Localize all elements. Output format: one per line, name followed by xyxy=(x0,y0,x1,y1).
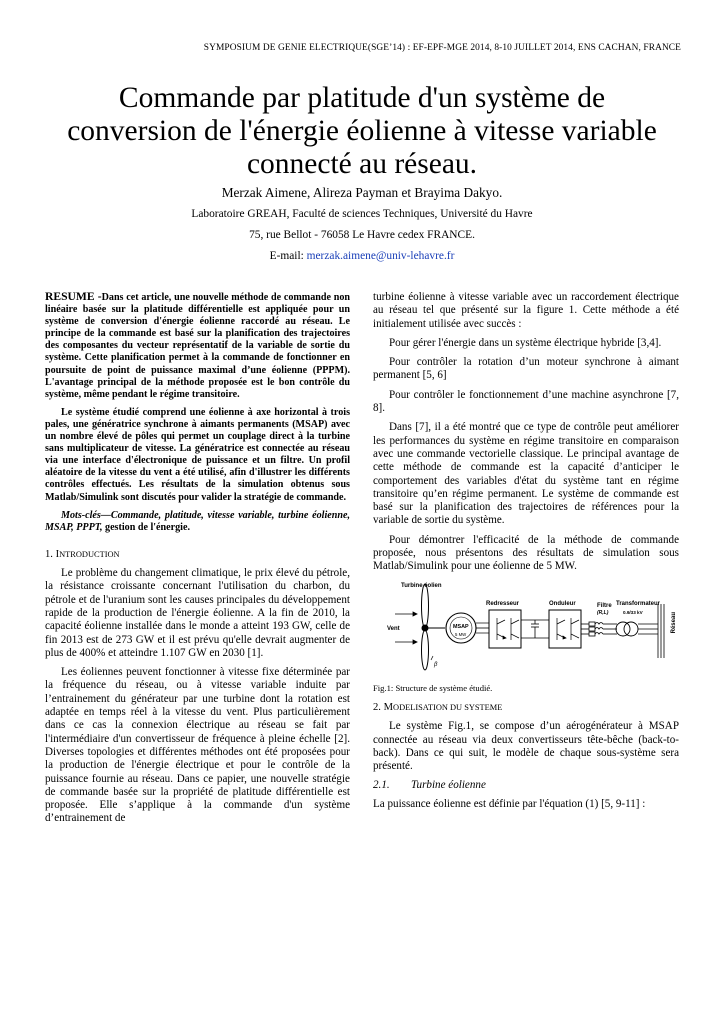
label-wind: Vent xyxy=(387,625,400,632)
label-rectifier: Redresseur xyxy=(486,600,520,607)
email-label: E-mail: xyxy=(269,250,304,262)
intro-paragraph-8: Pour démontrer l'efficacité de la méthode de commande proposée, nous présentons des résultats de simulation sous Matlab/Simulink pour une éolienne de 5 MW. xyxy=(373,533,679,573)
filter-icon xyxy=(581,622,617,636)
paper-title xyxy=(40,82,684,181)
title-line-1: Commande par platitude d'un système de xyxy=(118,82,606,114)
left-column xyxy=(45,291,350,832)
label-beta: β xyxy=(434,661,438,668)
inverter-block-icon xyxy=(549,610,581,648)
intro-paragraph-6: Pour contrôler le fonctionnement d’une machine asynchrone [7, 8]. xyxy=(373,388,679,415)
figure-1-diagram xyxy=(373,580,679,672)
label-rl: (R,L) xyxy=(597,609,609,616)
label-msap-power: 5 MW xyxy=(455,631,467,637)
label-transformer: Transformateur xyxy=(616,600,661,607)
figure-1-caption: Fig.1: Structure de système étudié. xyxy=(373,682,493,693)
section-1-title: NTRODUCTION xyxy=(59,549,120,559)
abstract-paragraph-2: Le système étudié comprend une éolienne à axe horizontal à trois pales, une génératrice synchrone à aimants permanents (MSAP) avec un nombre élevé de pôles qui permet un couplage direct à la turbine sans multiplicateur de vitesse. La génératrice est connectée au réseau via une interface d'électronique de puissance et un filtre. Un profil aléatoire de la vitesse du vent a été utilisé, afin d'illustrer les différents contrôles effectués. Les résultats de la simulation obtenus sous Matlab/Simulink sont discutés pour valider la stratégie de commande. xyxy=(45,406,350,503)
title-line-3: connecté au réseau. xyxy=(246,148,478,180)
system-structure-svg xyxy=(373,580,679,672)
abstract-paragraph-1 xyxy=(45,291,350,401)
keywords-list: Commande, platitude, vitesse variable, turbine éolienne, MSAP, PPPT, xyxy=(45,509,350,533)
section-1-number: 1. I xyxy=(45,548,60,560)
keywords xyxy=(45,510,350,534)
email-link[interactable]: merzak.aimene@univ-lehavre.fr xyxy=(306,250,455,262)
modelisation-paragraph-1: Le système Fig.1, se compose d’un aérogénérateur à MSAP connectée au réseau via deux convertisseurs tête-bêche (back-to-back). Dans ce qui suit, le modèle de chaque sous-système sera présenté. xyxy=(373,720,679,773)
intro-paragraph-1: Le problème du changement climatique, le prix élevé du pétrole, la résistance croissante concernant l'utilisation du charbon, du pétrole et de l'uranium sont les causes principales du développement rapide de la production de l'énergie éolienne. A la fin de 2010, la capacité éolienne installée dans le monde a atteint 193 GW, celle de fin 2013 est de 273 GW et il est prévu qu'elle devrait augmenter de plus de 400% et atteindre 1.107 GW en 2030 [1]. xyxy=(45,567,350,659)
intro-paragraph-3: turbine éolienne à vitesse variable avec un raccordement électrique au réseau tel que présenté sur la figure 1. Cette méthode a été initialement utilisée avec succès : xyxy=(373,291,679,330)
label-grid: Réseau xyxy=(671,611,677,633)
intro-paragraph-4: Pour gérer l'énergie dans un système électrique hybride [3,4]. xyxy=(389,336,662,349)
label-turbine: Turbine éolien xyxy=(401,582,442,589)
affiliation-lab: Laboratoire GREAH, Faculté de sciences Techniques, Université du Havre xyxy=(191,208,533,220)
section-2-title: ODELISATION DU SYSTEME xyxy=(393,702,503,712)
label-filter: Filtre xyxy=(597,602,612,609)
abstract-text-1: Dans cet article, une nouvelle méthode de commande non linéaire basée sur la platitude différentielle est appliquée pour un système de conversion d'énergie éolienne raccordé au réseau. Le principe de la commande est basé sur la planification des trajectoires des composantes du vecteur représentatif de la variable de sortie du système. Cette planification permet à la commande de fonctionner en poursuite de point de puissance maximal d’une éolienne (PPPM). L'avantage principal de la méthode proposée est le bon contrôle du système, même pendant le régime transitoire. xyxy=(45,292,350,400)
subsection-heading-turbine xyxy=(373,779,679,792)
intro-paragraph-7: Dans [7], il a été montré que ce type de contrôle peut améliorer les performances du système en régime transitoire en comparaison avec une commande vectorielle classique. Le principal avantage de cette méthode de commande est la capacité d’anticiper le comportement des variables d'état du système tant en régime transitoire qu’en régime permanent. Le système de commande est basé sur la planification des trajectoires de références pour la variable de sortie du système. xyxy=(373,421,679,527)
affiliation-email xyxy=(0,250,724,262)
running-header: SYMPOSIUM DE GENIE ELECTRIQUE(SGE’14) : EF-EPF-MGE 2014, 8-10 JUILLET 2014, ENS CACHAN, FRANCE xyxy=(203,43,681,53)
section-heading-modelisation xyxy=(373,701,679,714)
right-column xyxy=(373,291,679,817)
affiliation-address: 75, rue Bellot - 76058 Le Havre cedex FRANCE. xyxy=(249,229,475,241)
title-line-2: conversion de l'énergie éolienne à vitesse variable xyxy=(67,115,657,147)
section-2-number: 2. M xyxy=(373,701,394,713)
section-heading-introduction xyxy=(45,548,350,561)
abstract-heading: RESUME - xyxy=(45,290,102,303)
turbine-icon xyxy=(422,584,446,670)
label-inverter: Onduleur xyxy=(549,600,576,607)
subsection-number: 2.1. xyxy=(373,779,390,792)
intro-paragraph-5: Pour contrôler la rotation d’un moteur synchrone à aimant permanent [5, 6] xyxy=(373,356,679,382)
keywords-label: Mots-clés— xyxy=(61,509,111,521)
transformer-icon xyxy=(616,622,638,636)
label-voltage: 0.9/33 kV xyxy=(623,609,643,615)
intro-paragraph-2: Les éoliennes peuvent fonctionner à vitesse fixe déterminée par la fréquence du réseau, ou à vitesse variable induite par l’entrainement du générateur par une turbine dont la rotation est adaptée en temps réel à la vitesse du vent. Plus particulièrement dans ce cas la connexion électrique au réseau se fait par l'intermédiaire d'un convertisseur de fréquence à pleine échelle [2]. Diverses topologies et différentes méthodes ont été proposées pour la production de l'énergie électrique et pour le contrôle de la puissance fournie au réseau. Dans ce papier, une nouvelle stratégie de commande basée sur la propriété de platitude différentielle est proposée. Elle s’applique à la commande d'un système d’entrainement de xyxy=(45,666,350,825)
modelisation-paragraph-2: La puissance éolienne est définie par l'équation (1) [5, 9-11] : xyxy=(373,797,646,810)
rectifier-block-icon xyxy=(489,610,521,648)
subsection-title: Turbine éolienne xyxy=(411,779,486,792)
keywords-tail: gestion de l'énergie. xyxy=(102,521,190,533)
label-msap: MSAP xyxy=(453,623,469,630)
author-list: Merzak Aimene, Alireza Payman et Brayima Dakyo. xyxy=(221,185,503,200)
